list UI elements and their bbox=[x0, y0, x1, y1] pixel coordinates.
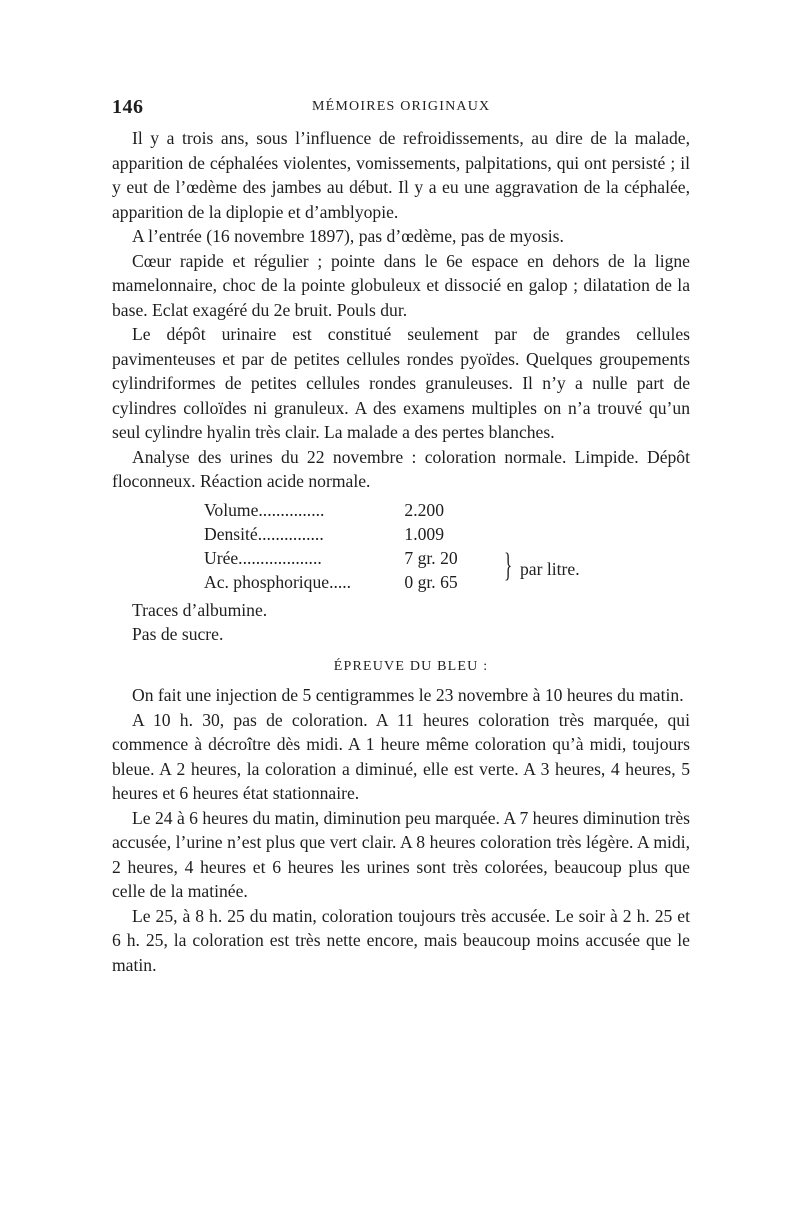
table-row bbox=[204, 570, 458, 594]
row-value: 0 gr. 65 bbox=[404, 571, 458, 592]
brace: } bbox=[504, 546, 513, 584]
row-value: 2.200 bbox=[404, 499, 444, 520]
row-label: Ac. phosphorique..... bbox=[204, 571, 352, 592]
paragraph: Cœur rapide et régulier ; pointe dans le 6e espace en dehors de la ligne mamelonnaire, choc de la pointe globuleux et dissocié en galop ; dilatation de la base. Eclat exagéré du 2e bruit. Pouls dur. bbox=[112, 250, 690, 320]
paragraph: On fait une injection de 5 centigrammes le 23 novembre à 10 heures du matin. bbox=[132, 685, 684, 705]
note: Traces d’albumine. bbox=[132, 599, 268, 620]
table-row bbox=[204, 498, 444, 522]
running-title: MÉMOIRES ORIGINAUX bbox=[312, 99, 491, 114]
row-label: Volume............... bbox=[204, 499, 325, 520]
paragraph: A 10 h. 30, pas de coloration. A 11 heures coloration très marquée, qui commence à décroître dès midi. A 1 heure même coloration qu’à midi, toujours bleue. A 2 heures, la coloration a diminué, elle est verte. A 3 heures, 4 heures, 5 heures et 6 heures état stationnaire. bbox=[112, 709, 690, 803]
page-header bbox=[112, 96, 690, 120]
row-label: Urée................... bbox=[204, 547, 322, 568]
paragraph: Il y a trois ans, sous l’influence de refroidissements, au dire de la malade, apparition de céphalées violentes, vomissements, palpitations, qui ont persisté ; il y eut de l’œdème des jambes au début. Il y a eu une aggravation de la céphalée, apparition de la diplopie et d’amblyopie. bbox=[112, 128, 690, 222]
paragraph: Le 24 à 6 heures du matin, diminution peu marquée. A 7 heures diminution très accusée, l’urine n’est plus que vert clair. A 8 heures coloration très légère. A midi, 2 heures, 4 heures et 6 heures les urines sont très colorées, beaucoup plus que celle de la matinée. bbox=[112, 807, 690, 901]
row-value: 1.009 bbox=[404, 523, 444, 544]
row-label: Densité............... bbox=[204, 523, 324, 544]
section-title: ÉPREUVE DU BLEU : bbox=[333, 658, 489, 674]
page-number: 146 bbox=[112, 96, 144, 118]
paragraph: A l’entrée (16 novembre 1897), pas d’œdème, pas de myosis. bbox=[132, 226, 564, 246]
table-row bbox=[204, 546, 458, 570]
paragraph: Le 25, à 8 h. 25 du matin, coloration toujours très accusée. Le soir à 2 h. 25 et 6 h. 25, la coloration est très nette encore, mais beaucoup moins accusée que le matin. bbox=[112, 905, 690, 975]
paragraph: Le dépôt urinaire est constitué seulement par de grandes cellules pavimenteuses et par de petites cellules rondes pyoïdes. Quelques groupements cylindriformes de petites cellules rondes granuleuses. Il n’y a nulle part de cylindres colloïdes ni granuleux. A des examens multiples on n’a trouvé qu’un seul cylindre hyalin très clair. La malade a des pertes blanches. bbox=[112, 324, 690, 442]
unit-note: par litre. bbox=[520, 558, 580, 579]
note: Pas de sucre. bbox=[132, 624, 224, 644]
paragraph: Analyse des urines du 22 novembre : coloration normale. Limpide. Dépôt floconneux. Réaction acide normale. bbox=[112, 446, 690, 491]
row-value: 7 gr. 20 bbox=[404, 547, 458, 568]
urine-analysis-table bbox=[112, 498, 690, 598]
table-row bbox=[204, 522, 444, 546]
body-text bbox=[112, 126, 690, 977]
